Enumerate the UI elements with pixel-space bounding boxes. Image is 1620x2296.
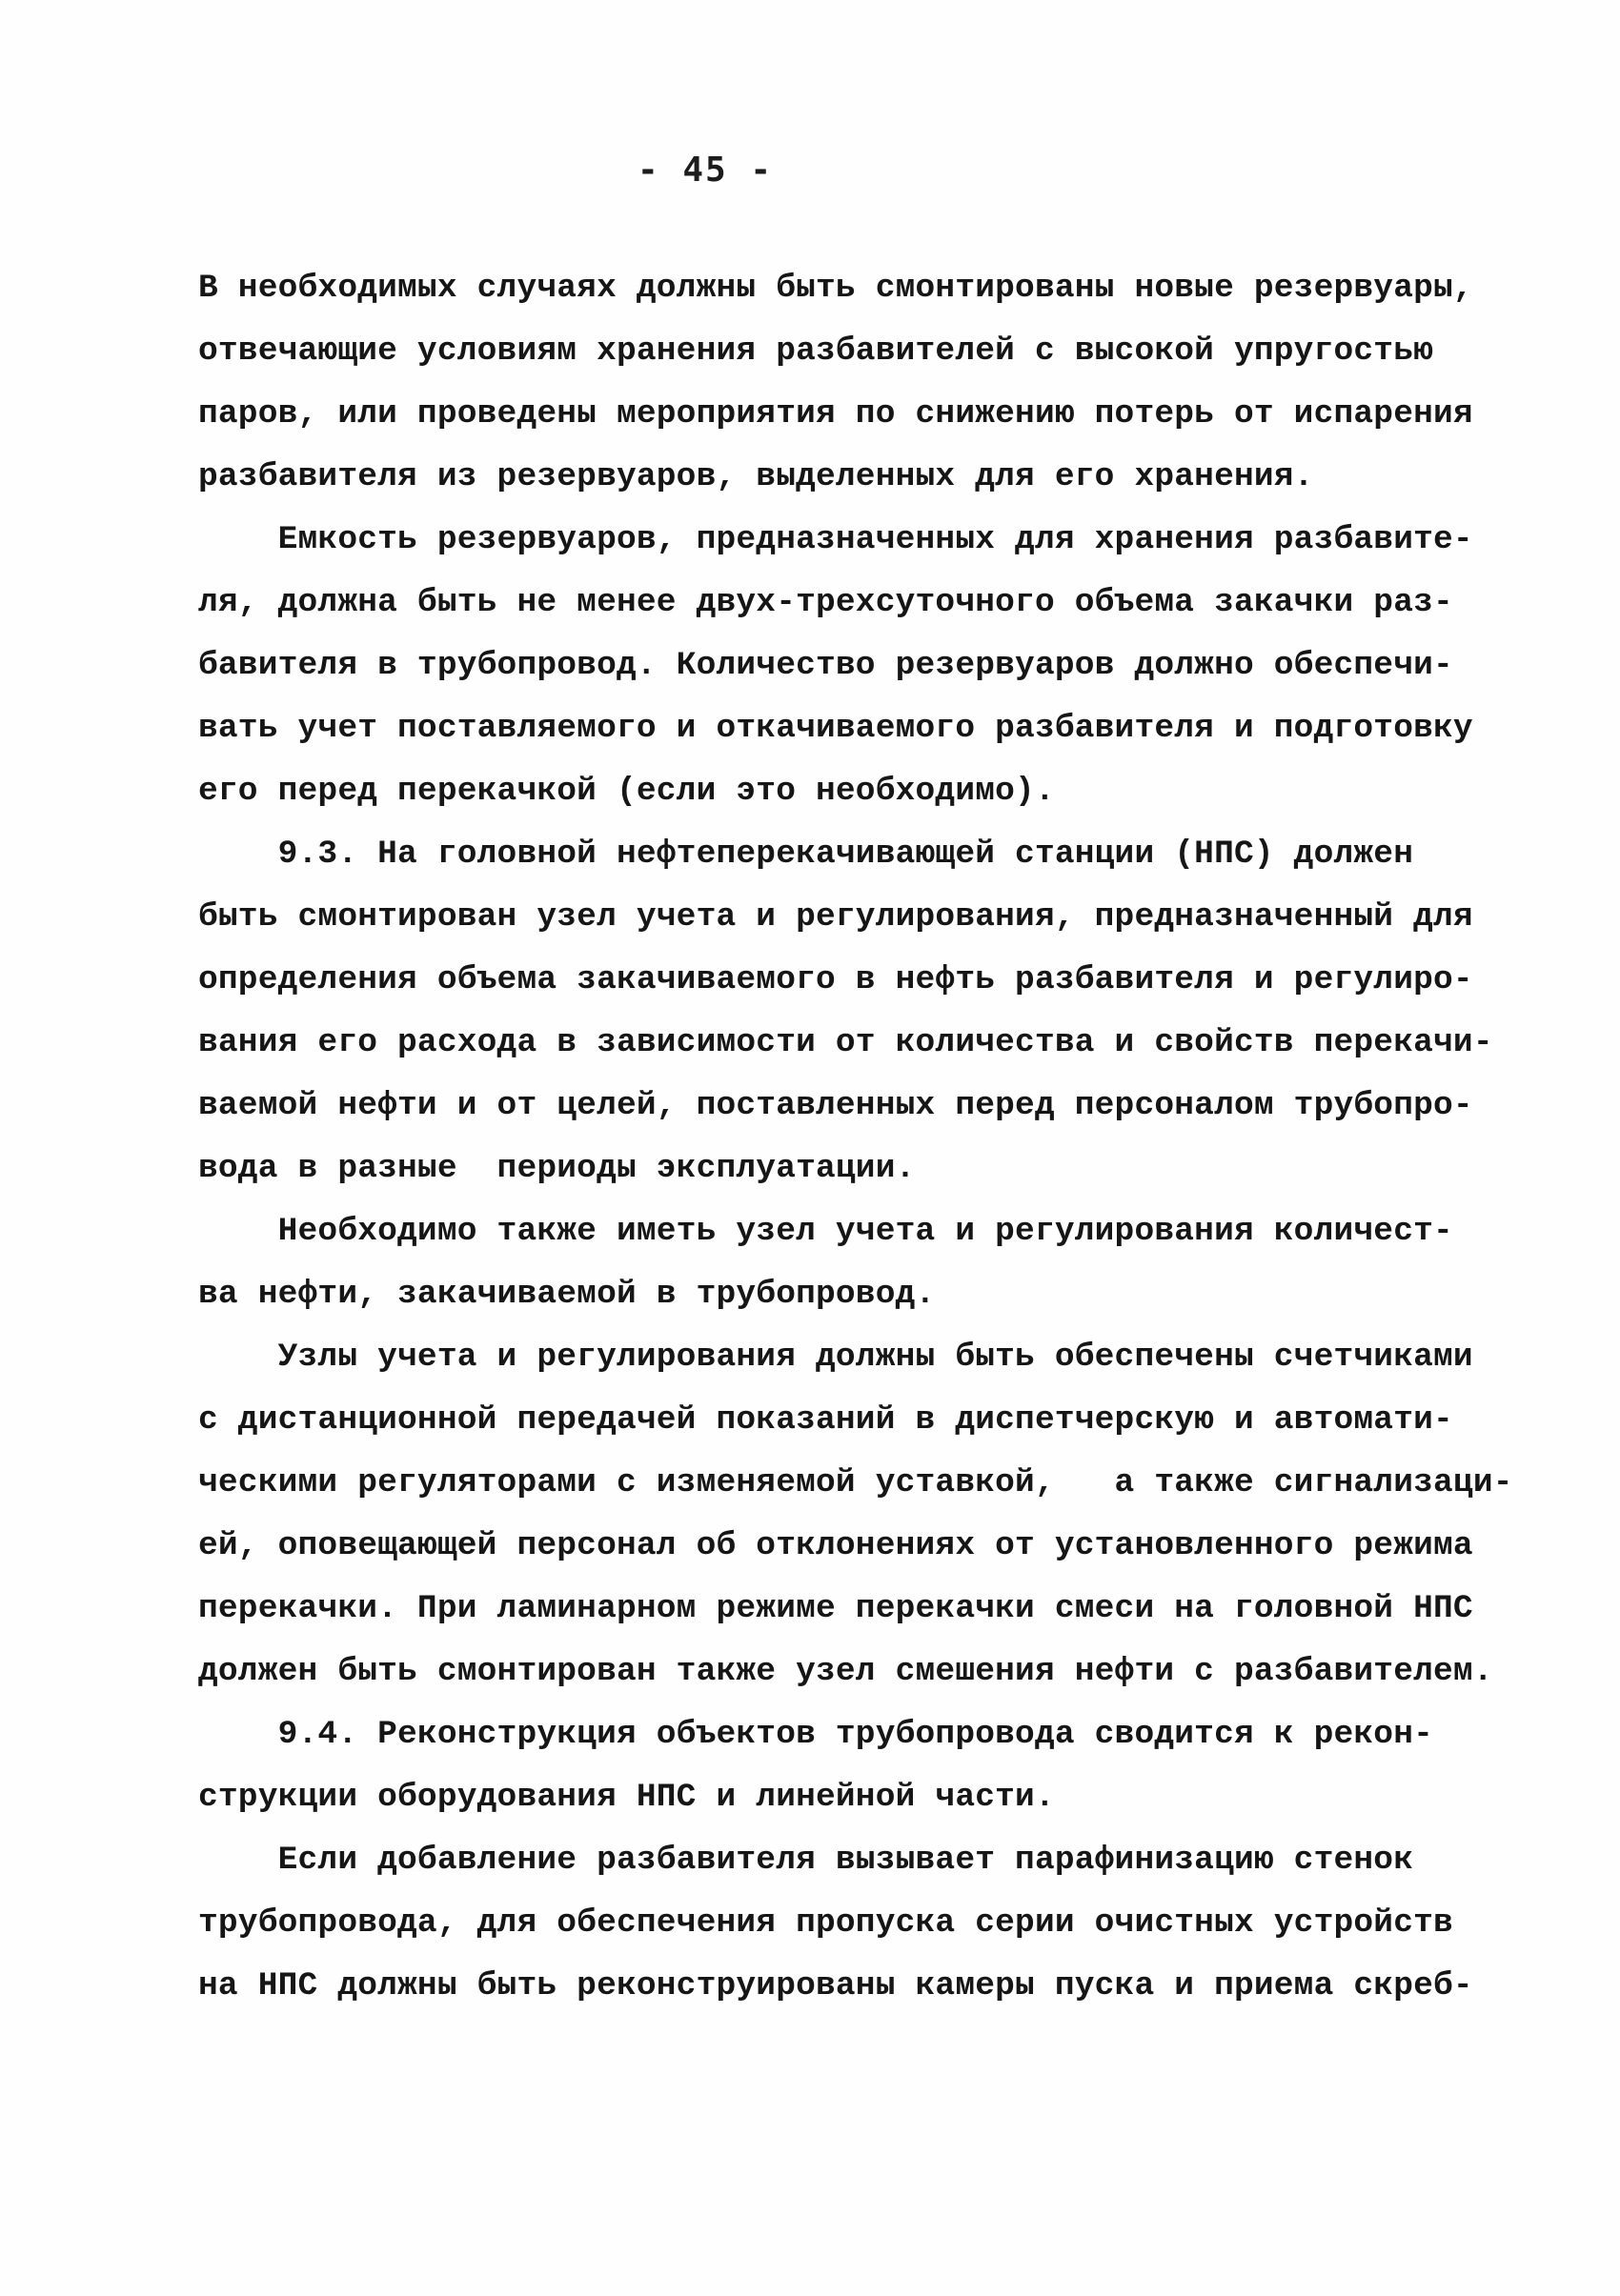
text-line: должен быть смонтирован также узел смешения нефти с разбавителем. <box>198 1653 1493 1690</box>
text-line: отвечающие условиям хранения разбавителей с высокой упругостью <box>198 332 1434 370</box>
text-line: ческими регуляторами с изменяемой уставкой, а также сигнализаци- <box>198 1464 1513 1501</box>
text-line: Необходимо также иметь узел учета и регулирования количест- <box>198 1213 1453 1250</box>
text-line: трубопровода, для обеспечения пропуска серии очистных устройств <box>198 1904 1453 1942</box>
text-line: вания его расхода в зависимости от количества и свойств перекачи- <box>198 1024 1493 1061</box>
text-line: вода в разные периоды эксплуатации. <box>198 1150 916 1187</box>
text-line: определения объема закачиваемого в нефть разбавителя и регулиро- <box>198 961 1473 998</box>
text-line: ваемой нефти и от целей, поставленных перед персоналом трубопро- <box>198 1087 1473 1124</box>
text-line: вать учет поставляемого и откачиваемого разбавителя и подготовку <box>198 710 1473 747</box>
text-line: паров, или проведены мероприятия по снижению потерь от испарения <box>198 395 1473 433</box>
text-line: перекачки. При ламинарном режиме перекачки смеси на головной НПС <box>198 1590 1473 1627</box>
text-line: ва нефти, закачиваемой в трубопровод. <box>198 1276 936 1313</box>
text-line: бавителя в трубопровод. Количество резервуаров должно обеспечи- <box>198 647 1453 684</box>
text-line: ей, оповещающей персонал об отклонениях от установленного режима <box>198 1527 1473 1564</box>
text-line: ля, должна быть не менее двух-трехсуточного объема закачки раз- <box>198 584 1453 621</box>
text-line: Емкость резервуаров, предназначенных для хранения разбавите- <box>198 521 1473 558</box>
text-line: 9.4. Реконструкция объектов трубопровода сводится к рекон- <box>198 1716 1434 1753</box>
text-line: на НПС должны быть реконструированы камеры пуска и приема скреб- <box>198 1967 1473 2004</box>
text-line: его перед перекачкой (если это необходимо). <box>198 773 1055 810</box>
text-line: с дистанционной передачей показаний в диспетчерскую и автомати- <box>198 1401 1453 1439</box>
text-line: струкции оборудования НПС и линейной части. <box>198 1779 1055 1816</box>
text-line: быть смонтирован узел учета и регулирования, предназначенный для <box>198 898 1473 936</box>
text-line: Узлы учета и регулирования должны быть обеспечены счетчиками <box>198 1339 1473 1376</box>
body-text <box>198 257 1513 2018</box>
text-line: Если добавление разбавителя вызывает парафинизацию стенок <box>198 1842 1414 1879</box>
text-line: В необходимых случаях должны быть смонтированы новые резервуары, <box>198 270 1473 307</box>
text-line: 9.3. На головной нефтеперекачивающей станции (НПС) должен <box>198 836 1414 873</box>
page-number: - 45 - <box>637 151 774 190</box>
text-line: разбавителя из резервуаров, выделенных для его хранения. <box>198 458 1314 495</box>
